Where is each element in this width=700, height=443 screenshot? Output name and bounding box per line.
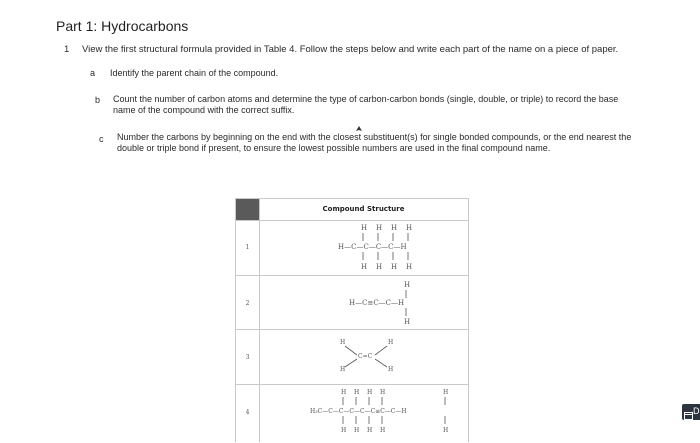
page-title: Part 1: Hydrocarbons bbox=[56, 18, 189, 34]
h-atom: H bbox=[404, 281, 411, 289]
compound-table bbox=[235, 198, 469, 442]
h-atom: H bbox=[376, 224, 383, 232]
dock-label: D bbox=[693, 406, 700, 416]
h-atom: H bbox=[361, 224, 368, 232]
step-b-text: Count the number of carbon atoms and determine the type of carbon-carbon bonds (single, double, or triple) to record the base name of the compound with the correct suffix. bbox=[113, 94, 619, 115]
h-atom: H bbox=[388, 366, 394, 373]
h-atom: H bbox=[361, 263, 368, 271]
mouse-cursor-icon bbox=[355, 121, 363, 129]
h-atom: H bbox=[340, 366, 346, 373]
question-text: View the first structural formula provided in Table 4. Follow the steps below and write each part of the name on a piece of paper. bbox=[82, 44, 619, 55]
calendar-icon bbox=[684, 407, 693, 416]
table-header-corner bbox=[236, 199, 259, 220]
step-a-letter: a bbox=[90, 68, 96, 78]
h-atom: H bbox=[341, 427, 347, 434]
carbon-chain: H—C—C—C—C—H bbox=[338, 243, 407, 251]
step-b-letter: b bbox=[95, 95, 101, 105]
row-number-3: 3 bbox=[245, 354, 250, 361]
structure-row-4 bbox=[260, 385, 468, 443]
carbon-chain: H₃C—C—C—C—C—C≡C—C—H bbox=[310, 408, 407, 415]
double-bond: C=C bbox=[358, 353, 373, 360]
h-atom: H bbox=[367, 427, 373, 434]
row-number-2: 2 bbox=[245, 300, 250, 307]
h-atom: H bbox=[380, 427, 386, 434]
h-atom: H bbox=[341, 389, 347, 396]
h-atom: H bbox=[406, 224, 413, 232]
structure-ethene bbox=[260, 330, 468, 384]
h-atom: H bbox=[380, 389, 386, 396]
step-c-letter: c bbox=[99, 134, 104, 144]
h-atom: H bbox=[404, 318, 411, 326]
h-atom: H bbox=[354, 389, 360, 396]
h-atom: H bbox=[406, 263, 413, 271]
h-atom: H bbox=[391, 263, 398, 271]
h-atom: H bbox=[376, 263, 383, 271]
h-atom: H bbox=[354, 427, 360, 434]
step-a-text: Identify the parent chain of the compound. bbox=[110, 68, 279, 78]
h-atom: H bbox=[388, 339, 394, 346]
h-atom: H bbox=[391, 224, 398, 232]
step-c-text: Number the carbons by beginning on the end with the closest substituent(s) for single bonded compounds, or the end nearest the double or triple bond if present, to ensure the lowest possible numbers are used in the final compound name. bbox=[117, 132, 632, 153]
table-header: Compound Structure bbox=[322, 205, 405, 213]
h-atom: H bbox=[367, 389, 373, 396]
row-number-4: 4 bbox=[245, 409, 250, 416]
question-number: 1 bbox=[64, 44, 70, 55]
row-number-1: 1 bbox=[245, 244, 250, 251]
h-atom: H bbox=[443, 427, 449, 434]
dock-button[interactable] bbox=[682, 404, 700, 420]
h-atom: H bbox=[443, 389, 449, 396]
carbon-chain: H—C≡C—C—H bbox=[349, 299, 405, 307]
h-atom: H bbox=[340, 339, 346, 346]
structure-propyne bbox=[260, 276, 468, 329]
structure-butane bbox=[260, 221, 468, 275]
